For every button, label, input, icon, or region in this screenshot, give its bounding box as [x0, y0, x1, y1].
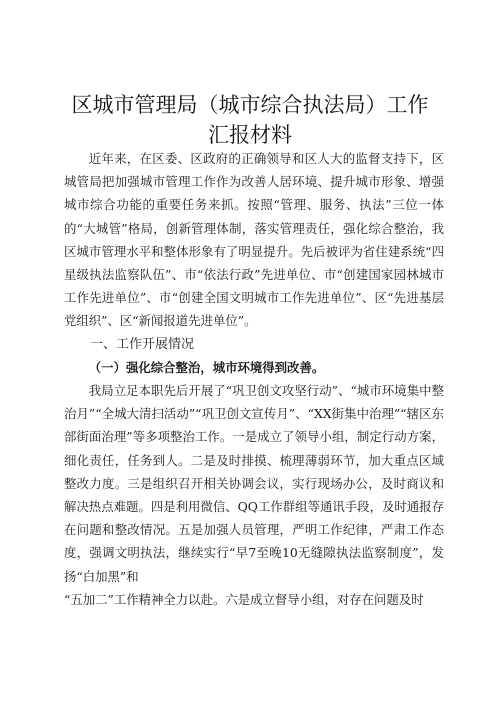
- intro-paragraph: 近年来，在区委、区政府的正确领导和区人大的监督支持下，区城管局把加强城市管理工作作为改善人居环境、提升城市形象、增强城市综合功能的重要任务来抓。按照“管理、服务、执法”三位一体的“大城管”格局，创新管理体制，落实管理责任，强化综合整治，我区城市管理水平和整体形象有了明显提升。先后被评为省住建系统“四星级执法监察队伍”、市“依法行政”先进单位、市“创建国家园林城市工作先进单位”、市“创建全国文明城市工作先进单位”、区“先进基层党组织”、区“新闻报道先进单位”。: [64, 151, 444, 329]
- section-heading: 一、工作开展情况: [90, 336, 195, 352]
- body-paragraph: 我局立足本职先后开展了“巩卫创文攻坚行动”、“城市环境集中整治月”“全城大清扫活动”“巩卫创文宣传月”、“XX街集中治理”“辖区东部街面治理”等多项整治工作。一是成立了领导小组，制定行动方案，细化责任，任务到人。二是及时排摸、梳理薄弱环节，加大重点区域整改力度。三是组织召开相关协调会议，实行现场办公，及时商议和解决热点难题。四是利用微信、QQ工作群组等通讯手段，及时通报存在问题和整改情况。五是加强人员管理，严明工作纪律，严肃工作态度，强调文明执法，继续实行“早7至晚10无缝隙执法监察制度”，发扬“白加黑”和: [64, 383, 444, 584]
- document-body: [64, 147, 444, 611]
- body-paragraph-continued: “五加二”工作精神全力以赴。六是成立督导小组，对存在问题及时: [64, 591, 424, 607]
- document-title: 区城市管理局（城市综合执法局）工作汇报材料: [71, 93, 429, 147]
- subsection-heading: （一）强化综合整治，城市环境得到改善。: [88, 359, 325, 375]
